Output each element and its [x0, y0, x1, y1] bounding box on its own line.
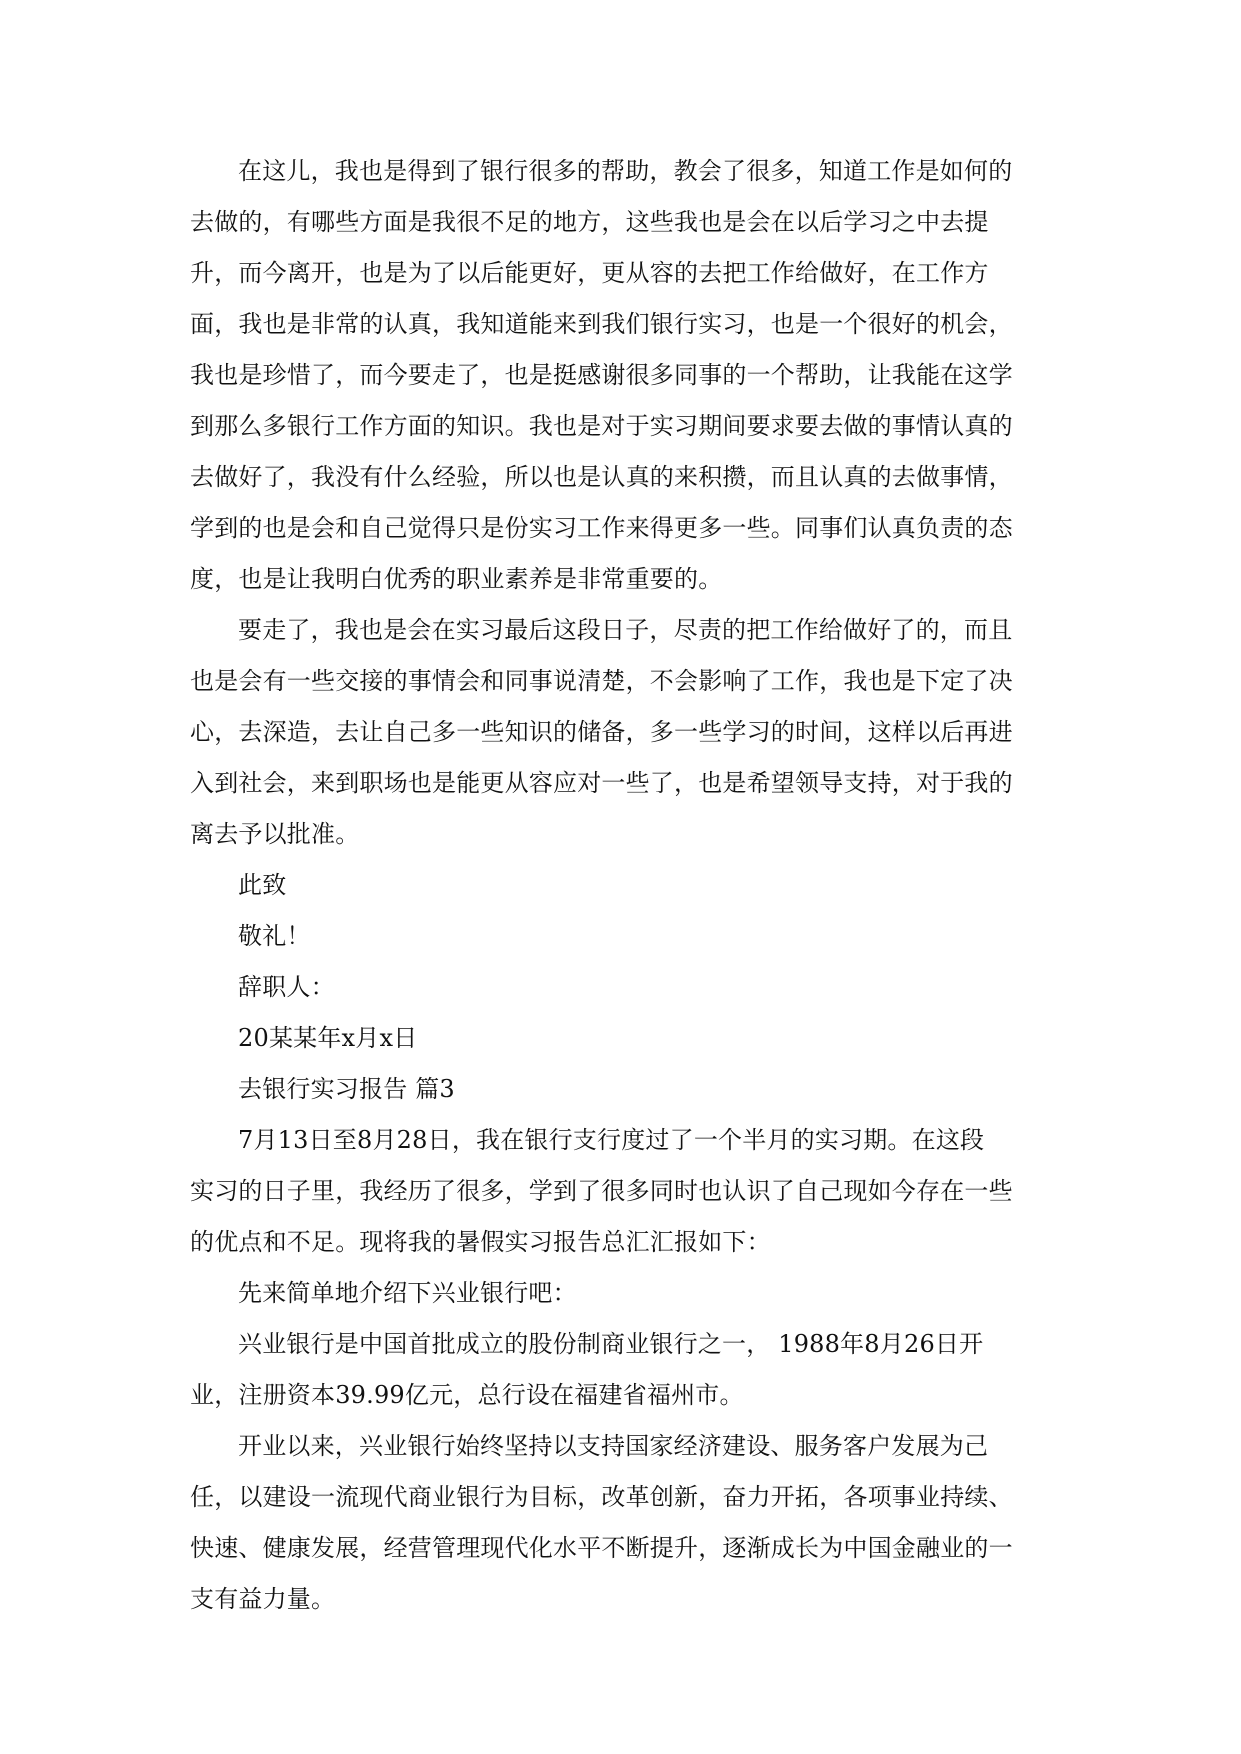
paragraph-6-line-2: 任，以建设一流现代商业银行为目标，改革创新，奋力开拓，各项事业持续、 — [190, 1483, 1013, 1511]
paragraph-1-line-9: 度，也是让我明白优秀的职业素养是非常重要的。 — [190, 565, 723, 593]
paragraph-5-line-1: 兴业银行是中国首批成立的股份制商业银行之一， 1988年8月26日开 — [238, 1330, 984, 1358]
paragraph-2-line-1: 要走了，我也是会在实习最后这段日子，尽责的把工作给做好了的，而且 — [238, 616, 1013, 644]
paragraph-3-line-1: 7月13日至8月28日，我在银行支行度过了一个半月的实习期。在这段 — [238, 1126, 985, 1154]
paragraph-2-line-5: 离去予以批准。 — [190, 820, 360, 848]
paragraph-5-line-2: 业，注册资本39.99亿元，总行设在福建省福州市。 — [190, 1381, 744, 1409]
paragraph-1-line-5: 我也是珍惜了，而今要走了，也是挺感谢很多同事的一个帮助，让我能在这学 — [190, 361, 1013, 389]
paragraph-2-line-3: 心，去深造，去让自己多一些知识的储备，多一些学习的时间，这样以后再进 — [190, 718, 1013, 746]
paragraph-2-line-2: 也是会有一些交接的事情会和同事说清楚，不会影响了工作，我也是下定了决 — [190, 667, 1013, 695]
paragraph-6-line-3: 快速、健康发展，经营管理现代化水平不断提升，逐渐成长为中国金融业的一 — [190, 1534, 1013, 1562]
paragraph-2-line-4: 入到社会，来到职场也是能更从容应对一些了，也是希望领导支持，对于我的 — [190, 769, 1013, 797]
paragraph-3-line-3: 的优点和不足。现将我的暑假实习报告总汇汇报如下： — [190, 1228, 771, 1256]
signature-label: 辞职人： — [238, 973, 335, 1001]
paragraph-3-line-2: 实习的日子里，我经历了很多，学到了很多同时也认识了自己现如今存在一些 — [190, 1177, 1013, 1205]
paragraph-4-line-1: 先来简单地介绍下兴业银行吧： — [238, 1279, 577, 1307]
paragraph-1-line-4: 面，我也是非常的认真，我知道能来到我们银行实习，也是一个很好的机会， — [190, 310, 1013, 338]
paragraph-1-line-3: 升，而今离开，也是为了以后能更好，更从容的去把工作给做好，在工作方 — [190, 259, 989, 287]
paragraph-6-line-4: 支有益力量。 — [190, 1585, 336, 1613]
section-title: 去银行实习报告 篇3 — [238, 1075, 455, 1103]
closing-regards: 敬礼！ — [238, 922, 311, 950]
paragraph-6-line-1: 开业以来，兴业银行始终坚持以支持国家经济建设、服务客户发展为己 — [238, 1432, 989, 1460]
closing-salutation: 此致 — [238, 871, 287, 899]
paragraph-1-line-2: 去做的，有哪些方面是我很不足的地方，这些我也是会在以后学习之中去提 — [190, 208, 989, 236]
paragraph-1-line-8: 学到的也是会和自己觉得只是份实习工作来得更多一些。同事们认真负责的态 — [190, 514, 1013, 542]
paragraph-1-line-1: 在这儿，我也是得到了银行很多的帮助，教会了很多，知道工作是如何的 — [238, 157, 1013, 185]
signature-date: 20某某年x月x日 — [238, 1024, 418, 1052]
paragraph-1-line-6: 到那么多银行工作方面的知识。我也是对于实习期间要求要去做的事情认真的 — [190, 412, 1013, 440]
paragraph-1-line-7: 去做好了，我没有什么经验，所以也是认真的来积攒，而且认真的去做事情， — [190, 463, 1013, 491]
document-page — [190, 155, 1050, 1634]
